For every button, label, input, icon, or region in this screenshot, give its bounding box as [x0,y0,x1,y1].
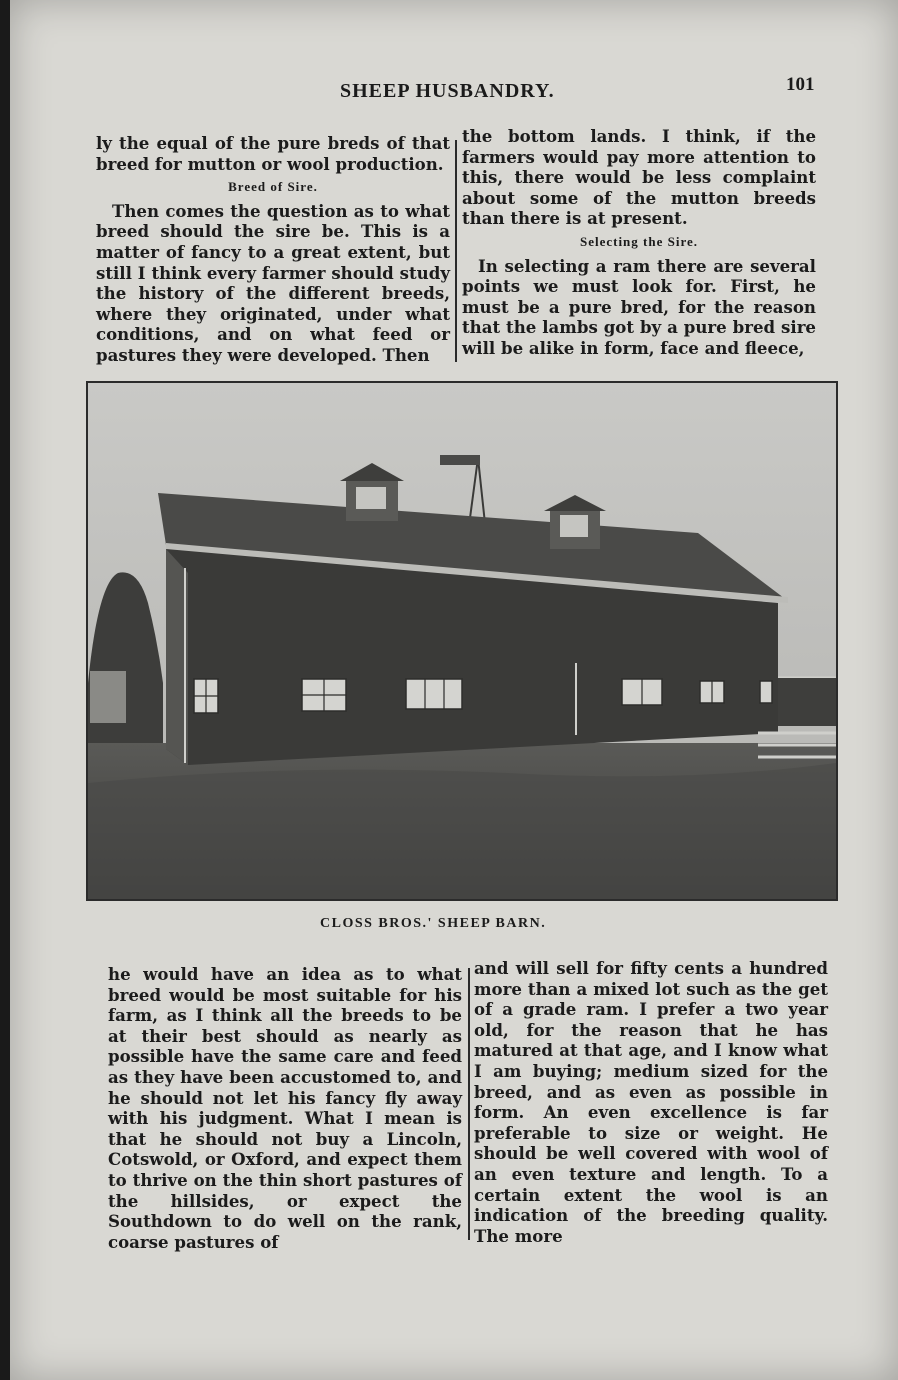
column-divider [455,140,457,362]
running-title: SHEEP HUSBANDRY. [340,80,555,102]
bottom-left-column [108,964,462,1252]
page-number: 101 [786,74,815,95]
top-right-column [462,126,816,359]
photo-caption: CLOSS BROS.' SHEEP BARN. [320,916,547,931]
barn-photograph [86,381,838,901]
top-left-column [96,133,450,366]
column-divider [468,968,470,1240]
barn-illustration [88,383,836,899]
paragraph: Then comes the question as to what breed should the sire be. This is a matter of fancy to a great extent, but still I think every farmer should study the history of the different breeds, where they originated, under what conditions, and on what feed or pastures they were developed. Then [96,200,450,365]
bottom-right-column [474,958,828,1246]
paragraph: he would have an idea as to what breed would be most suitable for his farm, as I think all the breeds to be at their best should as nearly as possible have the same care and feed as they have been accustomed to, and he should not let his fancy fly away with his judgment. What I mean is that he should not buy a Lincoln, Cotswold, or Oxford, and expect them to thrive on the thin short pastures of the hillsides, or expect the Southdown to do well on the rank, coarse pastures of [108,964,462,1252]
book-page [10,0,898,1380]
paragraph: ly the equal of the pure breds of that breed for mutton or wool production. [96,133,450,174]
paragraph: the bottom lands. I think, if the farmers would pay more attention to this, there would be less complaint about some of the mutton breeds than there is at present. [462,126,816,229]
paragraph: In selecting a ram there are several points we must look for. First, he must be a pure bred, for the reason that the lambs got by a pure bred sire will be alike in form, face and fleece, [462,255,816,358]
paragraph: and will sell for fifty cents a hundred more than a mixed lot such as the get of a grade ram. I prefer a two year old, for the reason that he has matured at that age, and I know what I am buying; medium sized for the breed, and as even as possible in form. An even excellence is far preferable to size or weight. He should be well covered with wool of an even texture and length. To a certain extent the wool is an indication of the breeding quality. The more [474,958,828,1246]
section-heading: Breed of Sire. [228,179,318,195]
section-heading: Selecting the Sire. [579,233,699,249]
